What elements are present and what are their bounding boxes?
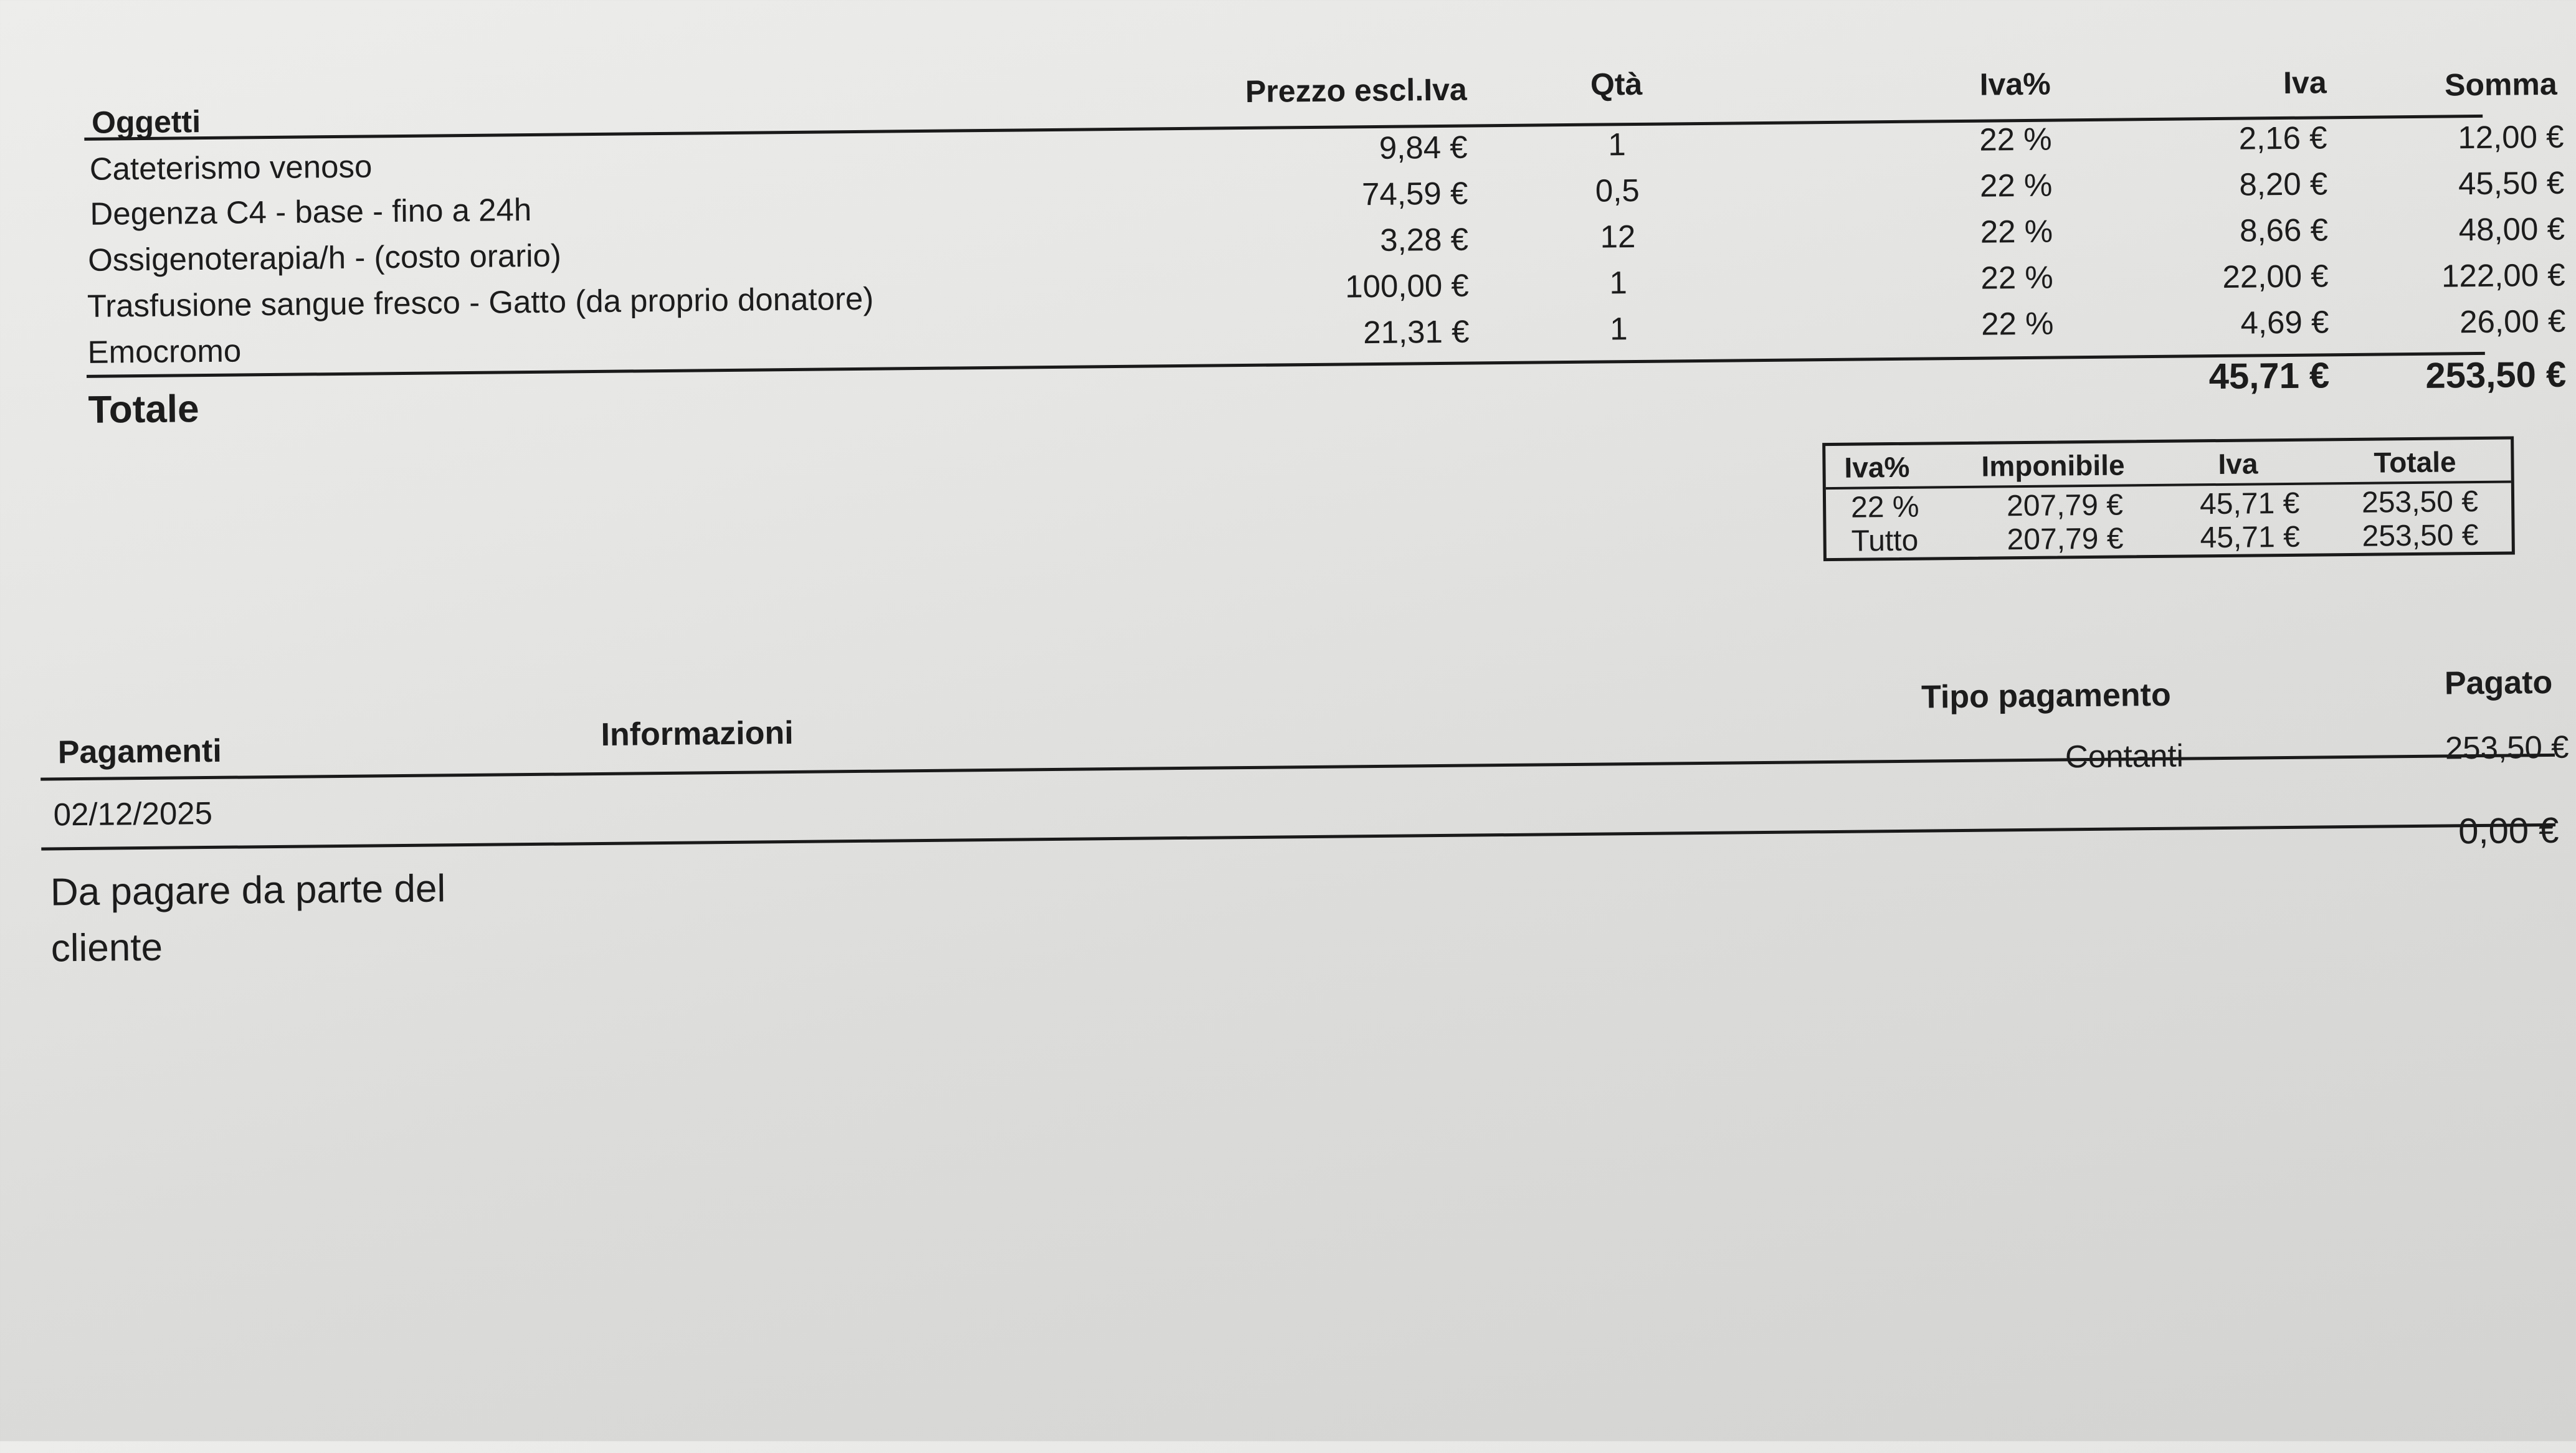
item-qty: 1: [1609, 311, 1628, 347]
item-price: 100,00 €: [1344, 267, 1469, 305]
item-name: Ossigenoterapia/h - (costo orario): [87, 237, 562, 278]
item-price: 74,59 €: [1361, 175, 1468, 212]
header-prezzo: Prezzo escl.Iva: [1245, 72, 1467, 109]
item-sum: 48,00 €: [2458, 211, 2565, 248]
item-qty: 1: [1609, 265, 1628, 301]
header-tipo-pagamento: Tipo pagamento: [1921, 676, 2171, 716]
vat-header-imponibile: Imponibile: [1981, 448, 2125, 483]
item-vat-pct: 22 %: [1980, 213, 2053, 250]
total-sum: 253,50 €: [2425, 354, 2567, 396]
header-iva: Iva: [2283, 65, 2327, 100]
vat-row-imponibile: 207,79 €: [2006, 488, 2124, 523]
vat-row-pct: Tutto: [1851, 524, 1919, 558]
item-price: 21,31 €: [1362, 313, 1470, 351]
payment-paid-amount: 253,50 €: [2445, 729, 2569, 766]
vat-summary-table: [1822, 436, 2515, 561]
item-vat-pct: 22 %: [1979, 167, 2053, 204]
header-iva-pct: Iva%: [1979, 66, 2051, 102]
item-name: Cateterismo venoso: [89, 148, 373, 187]
header-pagato: Pagato: [2444, 664, 2553, 702]
amount-due-label: Da pagare da parte del cliente: [50, 867, 446, 970]
total-vat: 45,71 €: [2208, 355, 2330, 397]
item-sum: 26,00 €: [2459, 303, 2566, 340]
item-price: 9,84 €: [1379, 129, 1468, 166]
item-vat: 4,69 €: [2240, 304, 2329, 341]
header-qta: Qtà: [1590, 66, 1643, 102]
vat-row-iva: 45,71 €: [2200, 520, 2301, 555]
item-vat: 2,16 €: [2238, 120, 2327, 156]
header-somma: Somma: [2444, 66, 2557, 103]
payment-type: Contanti: [2065, 737, 2184, 775]
header-pagamenti: Pagamenti: [57, 732, 222, 771]
amount-due-value: 0,00 €: [2458, 810, 2559, 852]
item-price: 3,28 €: [1379, 221, 1469, 258]
item-sum: 12,00 €: [2458, 118, 2564, 156]
total-label: Totale: [88, 387, 199, 432]
items-table: [83, 57, 2567, 432]
item-name: Emocromo: [87, 333, 242, 370]
vat-header-totale: Totale: [2374, 445, 2456, 479]
item-qty: 12: [1600, 218, 1636, 255]
payment-date: 02/12/2025: [53, 795, 213, 833]
item-vat: 22,00 €: [2222, 258, 2329, 295]
header-oggetti: Oggetti: [91, 104, 201, 140]
item-vat-pct: 22 %: [1980, 259, 2054, 296]
item-vat-pct: 22 %: [1979, 121, 2052, 158]
vat-row-totale: 253,50 €: [2361, 485, 2479, 519]
payments-row-divider: [41, 823, 2555, 851]
item-vat-pct: 22 %: [1980, 305, 2054, 342]
header-informazioni: Informazioni: [601, 714, 794, 753]
vat-header-pct: Iva%: [1844, 450, 1910, 484]
item-name: Trasfusione sangue fresco - Gatto (da proprio donatore): [87, 280, 874, 324]
vat-header-iva: Iva: [2218, 447, 2258, 481]
item-qty: 1: [1608, 126, 1626, 163]
vat-row-imponibile: 207,79 €: [2007, 522, 2124, 557]
item-name: Degenza C4 - base - fino a 24h: [90, 191, 532, 232]
item-sum: 122,00 €: [2441, 257, 2565, 294]
item-vat: 8,66 €: [2239, 212, 2329, 248]
payments-table: [40, 660, 2569, 970]
item-vat: 8,20 €: [2239, 166, 2328, 202]
item-qty: 0,5: [1595, 172, 1640, 209]
vat-row-totale: 253,50 €: [2362, 519, 2479, 553]
vat-row-iva: 45,71 €: [2199, 486, 2300, 521]
vat-row-pct: 22 %: [1850, 490, 1919, 524]
item-sum: 45,50 €: [2458, 164, 2565, 202]
